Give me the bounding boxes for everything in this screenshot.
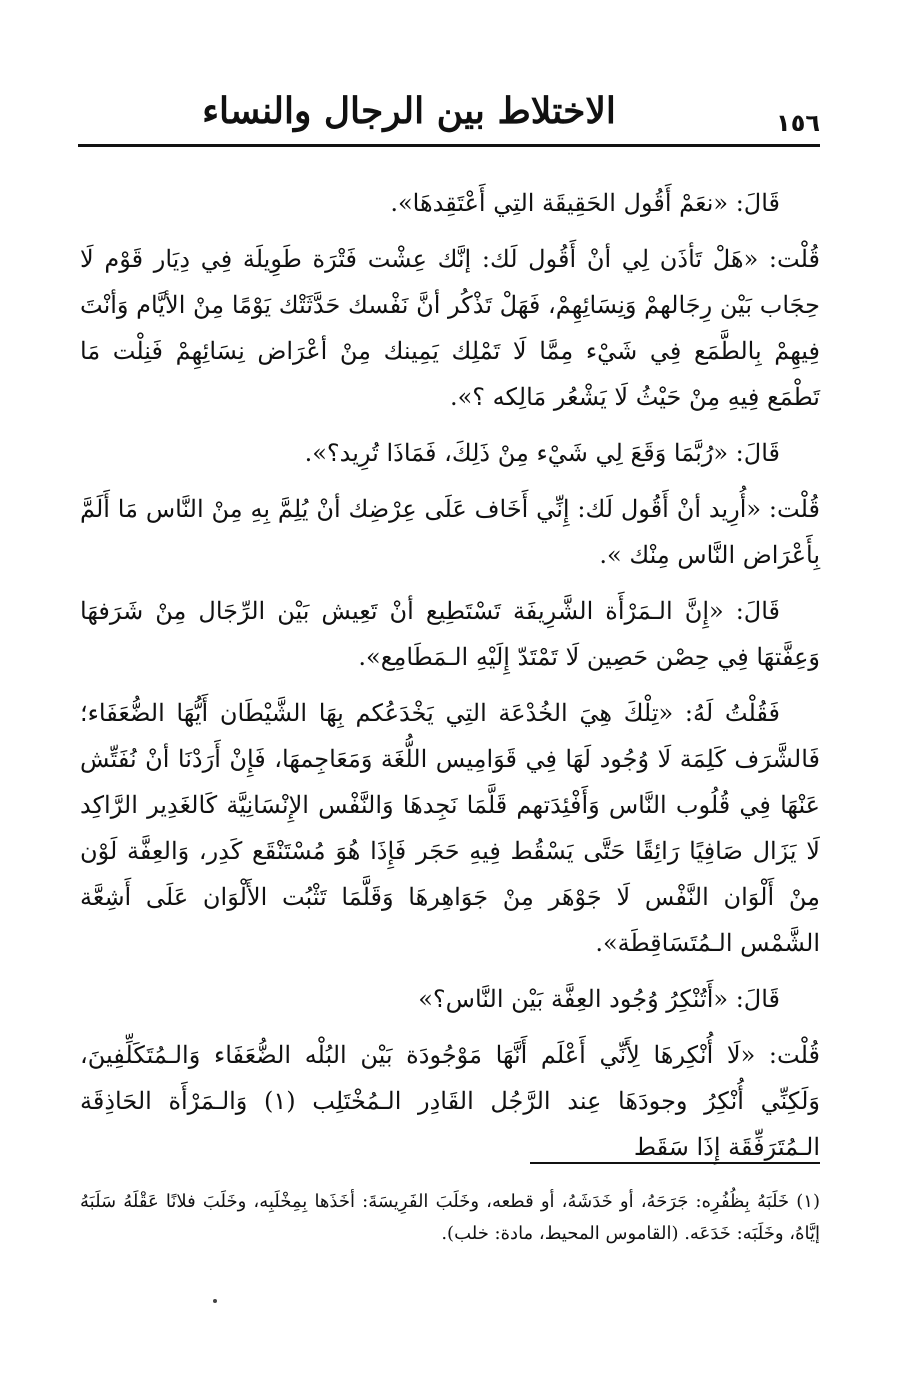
paragraph: قُلْت: «أُرِيد أنْ أَقُول لَك: إِنِّي أَخَاف عَلَى عِرْضِك أنْ يُلِمَّ بِهِ مِنْ النَّاس مَا أَلَمَّ بِأَعْرَاض النَّاس مِنْك ». [80, 495, 820, 569]
paragraph: قُلْت: «هَلْ تَأذَن لِي أنْ أَقُول لَك: إنَّك عِشْت فَتْرَة طَوِيلَة فِي دِيَار قَوْم لَا حِجَاب بَيْن رِجَالهمْ وَنِسَائِهِمْ، فَهَلْ تَذْكُر أنَّ نَفْسك حَدَّثَتْك يَوْمًا مِنْ الأيَّام وَأنْتَ فِيهِمْ بِالطَّمَع فِي شَيْء مِمَّا لَا تَمْلِك يَمِينك مِنْ أعْرَاض نِسَائِهِمْ فَنِلْت مَا تَطْمَع فِيهِ مِنْ حَيْثُ لَا يَشْعُر مَالِكه ؟». [80, 245, 820, 411]
paragraph: قَالَ: «إِنَّ الـمَرْأَة الشَّرِيفَة تَسْتَطِيع أنْ تَعِيش بَيْن الرِّجَال مِنْ شَرَفهَا وَعِفَّتهَا فِي حِصْن حَصِين لَا تَمْتَدّ إِلَيْهِ الـمَطَامِع». [80, 597, 820, 671]
running-title: الاختلاط بين الرجال والنساء [202, 90, 616, 132]
paragraph: قَالَ: «نعَمْ أَقُول الحَقِيقَة التِي أَعْتَقِدهَا». [390, 189, 780, 217]
main-text [80, 180, 820, 1180]
footnote: (١) خَلَبَهُ بِظُفُرِه: جَرَحَهُ، أو خَدَشَهُ، أو قطعه، وخَلَبَ الفَرِيسَةَ: أخَذَها بِمِخْلَبِه، وخَلَبَ فلانًا عَقْلَهُ سَلَبَهُ إيَّاهُ، وخَلَبَه: خَدَعَه. (القاموس المحيط، مادة: خلب). [80, 1191, 820, 1244]
paragraph: قُلْت: «لَا أُنْكِرهَا لِأَنِّي أَعْلَم أَنَّهَا مَوْجُودَة بَيْن البُلْه الضُّعَفَاء وَالـمُتَكَلِّفِينَ، وَلَكِنِّي أُنْكِرُ وجودَهَا عِند الرَّجُل القَادِر الـمُخْتَلِب (١) وَالـمَرْأَة الحَاذِقَة الـمُتَرَفِّقَة إِذَا سَقَط [80, 1041, 820, 1161]
scan-speck [213, 1299, 217, 1303]
page-header [78, 86, 820, 156]
footnote-rule [530, 1162, 820, 1164]
page-number: ١٥٦ [776, 109, 820, 137]
paragraph: قَالَ: «أَتُنْكِرُ وُجُود العِفَّة بَيْن النَّاس؟» [418, 985, 780, 1013]
paragraph: قَالَ: «رُبَّمَا وَقَعَ لِي شَيْء مِنْ ذَلِكَ، فَمَاذَا تُرِيد؟». [304, 439, 780, 467]
header-rule [78, 144, 820, 147]
paragraph: فَقُلْتُ لَهُ: «تِلْكَ هِيَ الخُدْعَة التِي يَخْدَعُكم بِهَا الشَّيْطَان أَيُّهَا الضُّعَفَاء؛ فَالشَّرَف كَلِمَة لَا وُجُود لَهَا فِي قَوَامِيس اللُّغَة وَمَعَاجِمهَا، فَإِنْ أَرَدْنَا أنْ نُفَتِّش عَنْهَا فِي قُلُوب النَّاس وَأَفْئِدَتهم قَلَّمَا نَجِدهَا وَالنَّفْس الإِنْسَانِيَّة كَالغَدِير الرَّاكِد لَا يَزَال صَافِيًا رَائِقًا حَتَّى يَسْقُط فِيهِ حَجَر فَإِذَا هُوَ مُسْتَنْقَع كَدِر، وَالعِفَّة لَوْن مِنْ أَلْوَان النَّفْس لَا جَوْهَر مِنْ جَوَاهِرهَا وَقَلَّمَا تَثْبُت الأَلْوَان عَلَى أَشِعَّة الشَّمْس الـمُتَسَاقِطَة». [80, 699, 820, 957]
